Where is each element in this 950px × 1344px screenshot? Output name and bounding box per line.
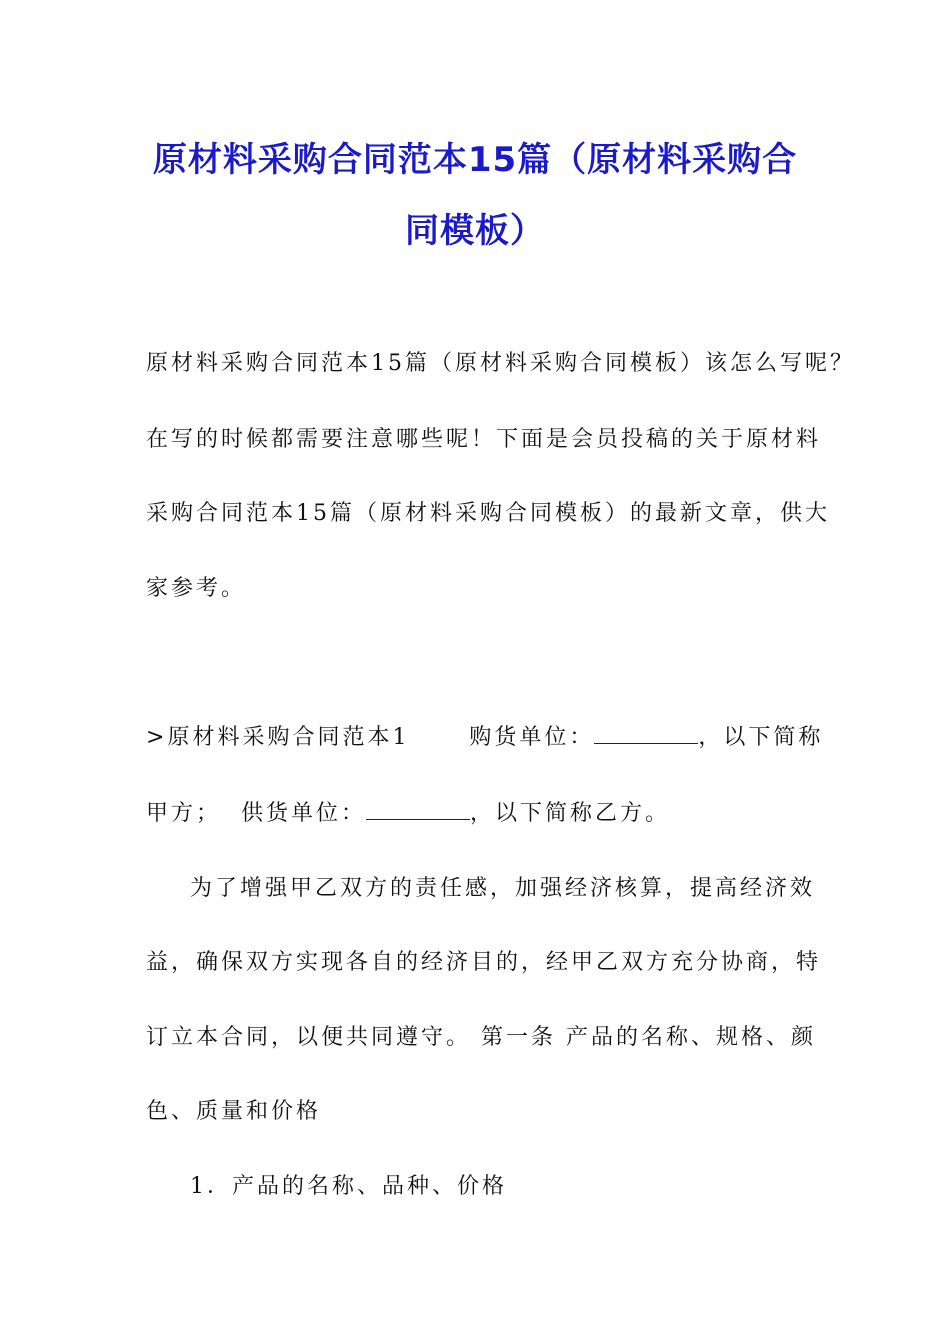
intro-line1: 原材料采购合同范本15篇（原材料采购合同模板）该怎么写呢？ <box>146 351 855 376</box>
section1-line2 <box>146 796 670 827</box>
intro-line3: 采购合同范本15篇（原材料采购合同模板）的最新文章，供大 <box>146 501 830 526</box>
buyer-label: 购货单位： <box>469 725 595 750</box>
section-marker: > <box>146 725 168 750</box>
supplier-suffix: ，以下简称乙方。 <box>470 801 671 826</box>
buyer-blank <box>594 725 698 744</box>
para1-line1: 为了增强甲乙双方的责任感，加强经济核算，提高经济效 <box>190 876 816 901</box>
para1-line2: 益，确保双方实现各自的经济目的，经甲乙双方充分协商，特 <box>146 950 822 975</box>
document-title-line2: 同模板） <box>405 211 545 251</box>
para1-line4: 色、质量和价格 <box>146 1099 322 1124</box>
section1-heading-line <box>146 720 823 751</box>
intro-line4: 家参考。 <box>146 576 247 601</box>
buyer-suffix: ，以下简称 <box>698 725 824 750</box>
para1-line3: 订立本合同，以便共同遵守。 第一条 产品的名称、规格、颜 <box>146 1025 816 1050</box>
item1-line: 1．产品的名称、品种、价格 <box>190 1174 507 1199</box>
supplier-label: 甲方； 供货单位： <box>146 801 366 826</box>
supplier-blank <box>366 801 470 820</box>
section1-heading: 原材料采购合同范本1 <box>167 725 410 750</box>
document-title-line1: 原材料采购合同范本15篇（原材料采购合 <box>152 140 798 180</box>
intro-line2: 在写的时候都需要注意哪些呢！下面是会员投稿的关于原材料 <box>146 427 822 452</box>
